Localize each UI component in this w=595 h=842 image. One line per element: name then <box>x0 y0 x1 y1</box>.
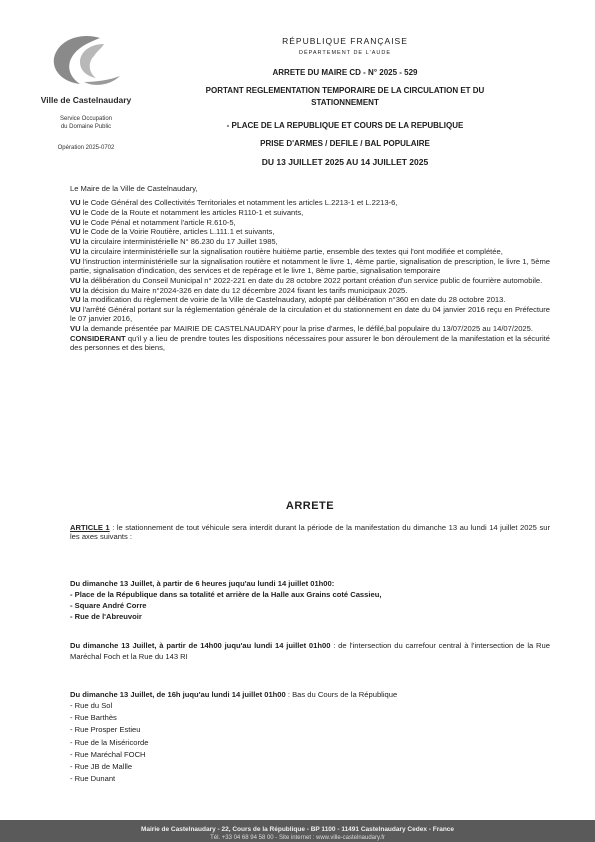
list-item: - Square André Corre <box>70 601 147 610</box>
list-item: - Rue du Sol <box>70 701 113 710</box>
visa-keyword: VU <box>70 295 81 305</box>
visa-item <box>70 227 550 236</box>
visa-text: la circulaire interministérielle N° 86.230 du 17 Juillet 1985, <box>80 237 278 247</box>
service-name <box>30 115 142 131</box>
section-2 <box>70 640 550 662</box>
city-name: Ville de Castelnaudary <box>40 95 132 105</box>
operation-number: Opération 2025-0702 <box>57 145 115 151</box>
arrete-dates: DU 13 JUILLET 2025 AU 14 JUILLET 2025 <box>261 157 429 167</box>
visa-item <box>70 237 550 246</box>
visa-text: l'arrêté Général portant sur la réglementation générale de la circulation et du stationnement en date du 04 janvier 2016 reçu en Préfecture le 07 janvier 2016, <box>70 305 550 324</box>
visa-item <box>70 324 550 333</box>
section-1-head: Du dimanche 13 Juillet, à partir de 6 heures juqu'au lundi 14 juillet 01h00: <box>70 579 335 588</box>
visa-list <box>70 198 550 353</box>
visa-text: la circulaire interministérielle sur la signalisation routière huitième partie, ensemble des textes qui l'ont modifiée et complétée, <box>80 246 503 256</box>
visa-text: qu'il y a lieu de prendre toutes les dispositions nécessaires pour assurer le bon déroulement de la manifestation et la sécurité des personnes et des biens, <box>70 333 550 353</box>
visa-text: la délibération du Conseil Municipal n° 2022-221 en date du 28 octobre 2022 portant création d'un service public de fourrière automobile. <box>80 275 543 285</box>
list-item: - Rue JB de Mallle <box>70 762 133 772</box>
visa-keyword: VU <box>70 246 81 256</box>
visa-keyword: VU <box>70 227 81 237</box>
list-item: - Rue de la Miséricorde <box>70 737 149 747</box>
visa-item <box>70 257 550 275</box>
visa-item <box>70 198 550 207</box>
article-1-label: ARTICLE 1 <box>70 523 110 532</box>
list-item: - Rue Prosper Estieu <box>70 725 141 735</box>
visa-keyword: VU <box>70 237 81 247</box>
arrete-title: ARRETE <box>285 500 335 512</box>
footer-address: Mairie de Castelnaudary - 22, Cours de la République - BP 1100 - 11491 Castelnaudary Cedex - France <box>140 826 455 833</box>
republic-heading: RÉPUBLIQUE FRANÇAISE <box>282 36 408 46</box>
visa-keyword: VU <box>70 217 81 227</box>
section-3 <box>70 689 550 785</box>
section-3-head: Du dimanche 13 Juillet, de 16h juqu'au lundi 14 juillet 01h00 <box>70 690 286 699</box>
list-item: - Rue Maréchal FOCH <box>70 749 146 759</box>
list-item: - Rue de l'Abreuvoir <box>70 612 142 621</box>
section-2-head: Du dimanche 13 Juillet, à partir de 14h00 juqu'au lundi 14 juillet 01h00 <box>70 641 331 650</box>
article-1-text: : le stationnement de tout véhicule sera interdit durant la période de la manifestation du dimanche 13 au lundi 14 juillet 2025 sur les axes suivants : <box>70 523 550 542</box>
visa-item <box>70 334 550 352</box>
footer-contact: Tél. +33 04 68 94 58 00 - Site internet : www.ville-castelnaudary.fr <box>210 835 385 841</box>
arrete-place: - PLACE DE LA REPUBLIQUE ET COURS DE LA REPUBLIQUE <box>226 121 464 130</box>
visa-text: le Code Général des Collectivités Territoriales et notamment les articles L.2213-1 et L.2213-6, <box>80 198 398 207</box>
visa-text: la modification du règlement de voirie de la Ville de Castelnaudary, adopté par délibération n°360 en date du 28 octobre 2013. <box>80 295 506 305</box>
visa-keyword: VU <box>70 275 81 285</box>
visa-item <box>70 247 550 256</box>
section-2-text: : de l'intersection du carrefour central à l'intersection de la Rue Maréchal Foch et la Rue du 143 RI <box>70 641 550 661</box>
visa-keyword: VU <box>70 198 81 207</box>
service-line-2: du Domaine Public <box>60 124 112 130</box>
visa-item <box>70 218 550 227</box>
section-3-text: : Bas du Cours de la République <box>285 690 398 699</box>
maire-line: Le Maire de la Ville de Castelnaudary, <box>70 184 198 193</box>
visa-text: le Code Pénal et notamment l'article R.610-5, <box>80 217 236 227</box>
visa-item <box>70 305 550 323</box>
department-heading: DÉPARTEMENT DE L'AUDE <box>298 50 392 56</box>
section-1 <box>70 578 550 622</box>
list-item: - Place de la République dans sa totalité et arrière de la Halle aux Grains coté Cassieu, <box>70 590 382 599</box>
visa-text: le Code de la Voirie Routière, articles L.111.1 et suivants, <box>80 227 275 237</box>
visa-text: le Code de la Route et notamment les articles R110-1 et suivants, <box>80 207 304 217</box>
visa-keyword: VU <box>70 305 81 315</box>
visa-keyword: VU <box>70 207 81 217</box>
visa-keyword: VU <box>70 285 81 295</box>
visa-item <box>70 286 550 295</box>
visa-item <box>70 208 550 217</box>
list-item: - Rue Dunant <box>70 774 116 784</box>
visa-keyword: CONSIDERANT <box>70 333 126 343</box>
list-item: - Rue Barthès <box>70 713 117 723</box>
visa-text: l'instruction interministérielle sur la signalisation routière et notamment le livre 1, 4ème partie, signalisation de prescription, le livre 1, 5ème partie, signalisation d'indication, des services et de repérage et le livre 1, 8ème partie, signalisation temporaire <box>70 256 550 275</box>
arrete-event: PRISE D'ARMES / DEFILE / BAL POPULAIRE <box>260 139 430 148</box>
visa-item <box>70 276 550 285</box>
city-logo <box>40 30 130 90</box>
arrete-subject: PORTANT REGLEMENTATION TEMPORAIRE DE LA CIRCULATION ET DU STATIONNEMENT <box>205 86 485 107</box>
visa-text: la décision du Maire n°2024-326 en date du 12 décembre 2024 fixant les tarifs municipaux 2025. <box>80 285 408 295</box>
visa-keyword: VU <box>70 324 81 334</box>
visa-text: la demande présentée par MAIRIE DE CASTELNAUDARY pour la prise d'armes, le défilé,bal populaire du 13/07/2025 au 14/07/2025. <box>80 324 533 334</box>
visa-keyword: VU <box>70 256 81 266</box>
visa-item <box>70 295 550 304</box>
article-1 <box>70 523 550 541</box>
service-line-1: Service Occupation <box>59 116 113 122</box>
arrete-number: ARRETE DU MAIRE CD - N° 2025 - 529 <box>272 68 418 77</box>
